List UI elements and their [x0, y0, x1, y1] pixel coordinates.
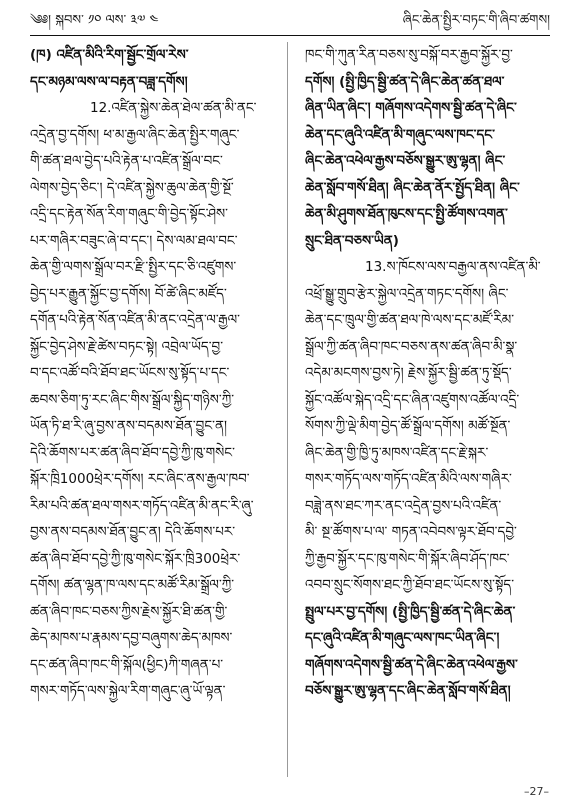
text-line: ལེགས་བྱེད་ཅིང་། དེ་འཛིན་སྐྱེས་ཆུལ་ཆེན་གྱི་སྔོ་: [30, 179, 234, 196]
text-line: 12.འཛིན་སྐྱེས་ཆེན་ཐེལ་ཚན་མི་ནང་: [90, 100, 257, 116]
page-number: –27–: [524, 785, 549, 798]
text-line: ཁང་གི་ཀུན་རིན་བཅས་སུ་བསྐོ་བར་རྒྱབ་སྐྱོར་བྱ་: [305, 47, 513, 63]
text-line: དགོན་པའི་རྟེན་སོན་འཛིན་མི་ནང་འདྲེན་ལ་རྒྱལ་: [30, 312, 240, 328]
text-line: འདྲི་དང་རྟེན་སོན་རིག་གཞུང་གི་བྱེད་སྟོང་ཤེས་: [30, 206, 228, 222]
text-line: སྐྱོང་བྱེད་ཤེས་རྗེ་ཚེས་བཏང་སྟེ། འབྲེལ་ཡོད་བྱ་: [30, 338, 224, 355]
text-line: སྐོར་ཁྲི1000ཕྲེར་དགོས། རང་ཞིང་ནས་རྒྱལ་ཁབ་: [30, 471, 250, 487]
text-line: གཞོགས་འདེགས་སྦྱི་ཚན་དེ་ཞིང་ཆེན་འཕེལ་རྒྱས་: [305, 656, 518, 673]
text-line: དེའི་ཆོགས་པར་ཚན་ཞིབ་ཐོབ་དབྱེ་ཀྱི་ཁུ་གསེང་: [30, 444, 235, 461]
text-line: ཀྱི་རྒྱབ་སྐྱོར་དང་ཁུ་གསེང་གི་སྐོར་ཞིབ་ཤོད་ཁང་: [305, 550, 510, 567]
text-line: འཕྲོ་སྒྱུ་གྲུབ་རྩེར་སྐྱེལ་འདྲེན་གཏང་དགོས། ཞིང་: [305, 285, 509, 302]
left-text-column: [30, 42, 276, 782]
text-line: དང་ཚན་ཞིབ་ཁང་གི་སྐོལ(ཕྱིང)ཀི་གཞན་པ་: [30, 656, 224, 673]
text-line: འདེམ་མངགས་བྱས་ཏེ། རྗེས་སྐྱོར་སྦྱི་ཚན་ཏུ་སྡོད་: [305, 365, 512, 381]
text-line: བཟླེ་ནས་ཐང་ཀར་ནང་འདྲེན་བྱས་པའི་འཛིན་: [305, 497, 502, 514]
text-line: བྱེད་པར་རྒྱུན་སྐྱོང་བྱ་དགོས། བོ་ཚེ་ཞིང་མཛོད་: [30, 285, 227, 302]
text-line: བྱས་ནས་བདམས་ཐོན་བྱུང་ན། དེའི་ཆོགས་པར་: [30, 524, 236, 540]
text-line: དང་མཉམ་ལས་ལ་བརྟན་བཟླ་དགོས།: [30, 73, 188, 90]
text-line: པར་གཞིར་བཟུང་ཞེ་བ་དང་། དེས་ལམ་ཐལ་བང་: [30, 232, 238, 249]
text-line: ཆབས་ཅིག་ཏུ་རང་ཞིང་གིས་སྒྲོལ་སྐྱིད་གཉིས་ཀྱི་: [30, 391, 235, 408]
page-header: [30, 10, 550, 36]
text-line: ཆེན་དང་ཁྲུལ་གྱི་ཚན་ཐལ་ཁེ་ལས་དང་མཛོ་རིམ་: [305, 312, 515, 328]
text-line: (ཁ) འཛིན་མིའི་རིག་སྦྱོང་གྲོལ་རེས་: [30, 47, 189, 63]
text-line: རིམ་པའི་ཚན་ཐལ་གསར་གཏོད་འཛིན་མི་ནང་རི་ཞུ་: [30, 497, 254, 514]
text-line: སྒྲོལ་ཀྱི་ཚན་ཞིབ་ཁང་བཅས་ནས་ཚན་ཞིབ་མི་སྣ་: [305, 338, 518, 355]
text-line: ཚན་ཞིབ་ཁང་བཅས་ཀྱིས་རྗེས་སྐྱོར་ཐི་ཚན་གྱི་: [30, 603, 228, 620]
text-line: སོགས་ཀྱི་ལྡེ་མིག་བྱེད་ཚོ་སྒྲོལ་དགོས། མཚོ་སྔོན་: [305, 418, 511, 434]
text-line: གི་ཚན་ཐལ་བྱེད་པའི་རྟེན་པ་འཛིན་སྒྲོལ་བང་: [30, 153, 223, 169]
text-line: ཆེན་དང་ཞུའི་འཛིན་མི་གཞུང་ལས་ཁང་དང་: [305, 126, 495, 143]
header-right-title: ཞིང་ཆེན་སྤྱིར་བཏང་གི་ཞིབ་ཚགས།: [402, 12, 550, 28]
header-divider: [30, 35, 550, 36]
text-line: ཞིན་ཡིན་ཞིང་། གཞོགས་འདེགས་སྦྱི་ཚན་དེ་ཞིང་: [305, 100, 517, 116]
text-line: འབབ་སྲུང་སོགས་ཐང་ཀྱི་ཐོབ་ཐང་ཡོངས་སུ་སྟོད་: [305, 577, 515, 593]
text-line: 13.ས་ཁོངས་ལས་བརྒྱལ་ནས་འཛིན་མི་: [365, 259, 541, 275]
text-line: ཆེན་མི་ཤུགས་ཐོན་ཁུངས་དང་སྤྱི་ཚོགས་འགན་: [305, 206, 508, 222]
text-line: གསར་གཏོད་ལས་སྐྱེལ་རིག་གཞུང་ཞུ་ཡོ་ལྟན་: [30, 683, 226, 699]
text-line: ཆེན་སློབ་གསོ་ཐིན། ཞིང་ཆེན་ནོར་སྤྱོད་ཐིན། ཞིང་: [305, 179, 520, 196]
text-line: སྤྲུལ་པར་བྱ་དགོས། (སྤྱི་ཁྱིད་སྦྱི་ཚན་དེ་ཞིང་ཆེན་: [305, 603, 516, 620]
text-line: ཚན་ཞིབ་ཐོབ་དབྱེ་ཀྱི་ཁུ་གསེང་སྐོར་ཁྲི300ཕྲེར་: [30, 550, 241, 567]
text-line: སྐྱོང་འཚོལ་སྐེད་འདྲི་དང་ཞིན་འཛུགས་འཚོལ་འདྲི་: [305, 391, 520, 408]
text-line: དང་ཞུའི་འཛིན་མི་གཞུང་ལས་ཁང་ཡིན་ཞིང་།: [305, 630, 500, 646]
text-line: སྲུང་ཐིན་བཅས་ཡིན): [305, 232, 399, 249]
text-line: ཆེན་གྱི་ལགས་སྒྲོལ་བར་རྫི་སྤྱིར་དང་ཅི་འཛུགས་: [30, 259, 237, 275]
right-text-column: [305, 42, 551, 782]
text-line: ཡོན་ཏི་ཐ་རི་ཞུ་བྱས་ནས་བདམས་ཐོན་བྱུང་ན།: [30, 418, 227, 434]
text-line: དགོས། (སྤྱི་ཁྱིད་སྦྱི་ཚན་དེ་ཞིང་ཆེན་ཚན་ཐལ་: [305, 73, 505, 90]
text-line: ཆེད་མཁས་པ་རྣམས་དབྱ་བཞུགས་ཆེད་མཁས་: [30, 630, 233, 646]
text-line: ཞིང་ཆེན་འཕེལ་རྒྱས་བཅོས་སྒྱུར་ཨུ་ལྷན། ཞིང་: [305, 153, 506, 169]
header-left-title: ༄༅། སྐབས་ ༡༠ ལས་ ༣༧ ༤: [30, 12, 159, 28]
text-line: འདྲེན་བྱ་དགོས། ཕ་མ་རྒྱལ་ཞིང་ཆེན་སྤྱིར་གཞུང་: [30, 126, 240, 143]
text-line: དགོས། ཚན་ལྷན་ཁ་ལས་དང་མཚོ་རིམ་སྒྲོལ་ཀྱི་: [30, 577, 235, 593]
text-line: མི་ སྔ་ཚོགས་པ་ལ་ གཏན་འབེབས་ལྟར་ཐོབ་དབྱེ་: [305, 524, 517, 540]
text-line: ཞིང་ཆེན་གྱི་ཁྱི་ཏུ་མཁས་འཛིན་དང་རྗེ་སྐར་: [305, 444, 489, 461]
text-line: བ་དང་འཚོ་བའི་ཐོབ་ཐང་ཡོངས་སུ་སྟོད་པ་དང་: [30, 365, 230, 381]
text-line: གསར་གཏོད་ལས་གཏོད་འཛིན་མིའི་ལས་གཞིར་: [305, 471, 512, 487]
text-line: བཅོས་སྒྱུར་ཨུ་ལྷན་དང་ཞིང་ཆེན་སློབ་གསོ་ཐིན།: [305, 683, 511, 699]
column-divider: [287, 42, 288, 777]
